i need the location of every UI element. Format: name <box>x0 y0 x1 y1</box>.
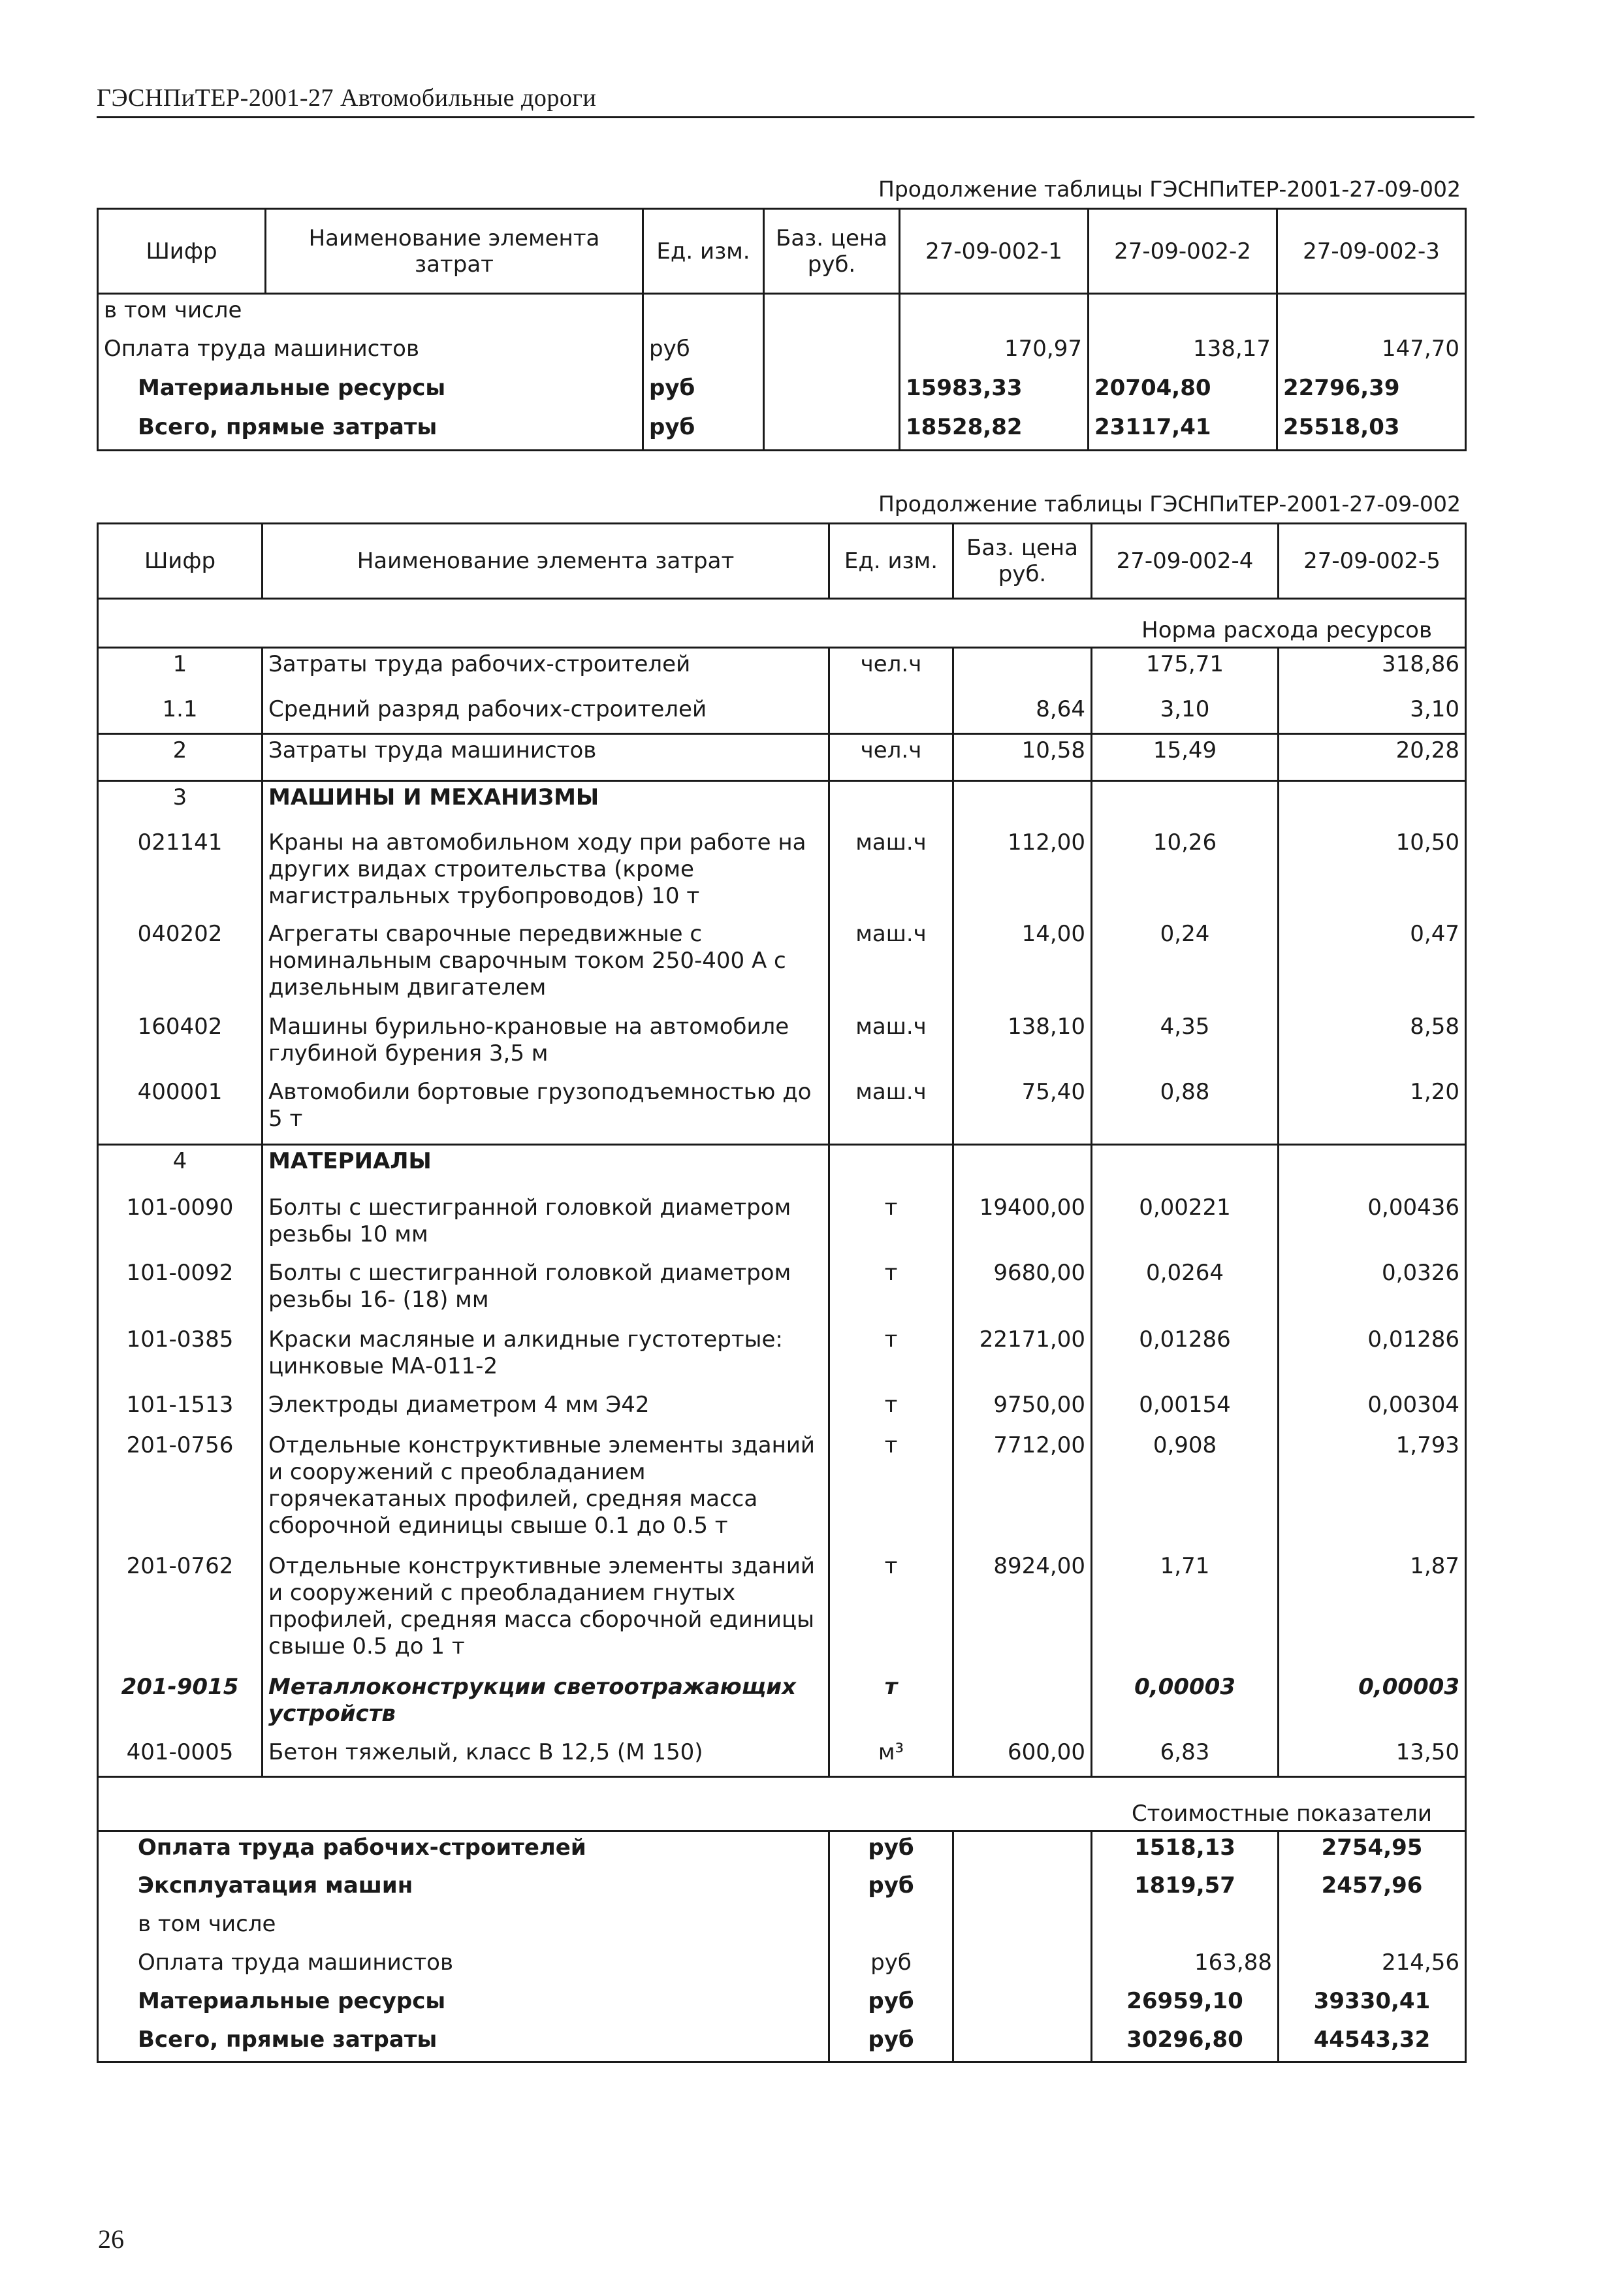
row-value-4: 1,71 <box>1092 1550 1279 1671</box>
total-unit: руб <box>829 1985 953 2024</box>
row-value-4: 10,26 <box>1092 827 1279 918</box>
row-name: Болты с шестигранной головкой диаметром резьбы 16- (18) мм <box>263 1257 829 1324</box>
total-name: Материальные ресурсы <box>98 1985 829 2024</box>
row-unit: маш.ч <box>829 918 953 1011</box>
col-header-base-price: Баз. цена руб. <box>764 209 900 294</box>
row-code: 4 <box>98 1145 263 1192</box>
row-unit: руб <box>643 333 764 372</box>
table2-header-row <box>98 524 1466 599</box>
table-row <box>98 1076 1466 1145</box>
table2-continuation-caption: Продолжение таблицы ГЭСНПиТЕР-2001-27-09-002 <box>878 491 1461 517</box>
total-value-5: 2457,96 <box>1279 1870 1466 1908</box>
row-unit: руб <box>643 411 764 451</box>
table-row <box>98 333 1466 372</box>
row-value-1: 18528,82 <box>900 411 1089 451</box>
total-row <box>98 1985 1466 2024</box>
total-row <box>98 2024 1466 2062</box>
table-row <box>98 918 1466 1011</box>
row-value-5: 13,50 <box>1279 1737 1466 1777</box>
row-value-5: 1,20 <box>1279 1076 1466 1145</box>
running-header: ГЭСНПиТЕР-2001-27 Автомобильные дороги <box>97 84 597 112</box>
row-value-4: 0,00003 <box>1092 1671 1279 1737</box>
row-value-5: 0,00304 <box>1279 1389 1466 1430</box>
total-unit: руб <box>829 1947 953 1985</box>
total-row <box>98 1908 1466 1947</box>
row-code: 101-0090 <box>98 1192 263 1257</box>
table-row <box>98 648 1466 694</box>
row-price: 8,64 <box>953 694 1092 734</box>
row-unit: т <box>829 1550 953 1671</box>
row-price: 7712,00 <box>953 1430 1092 1550</box>
row-unit: руб <box>643 372 764 411</box>
row-value-4: 0,0264 <box>1092 1257 1279 1324</box>
row-price: 9750,00 <box>953 1389 1092 1430</box>
row-unit: т <box>829 1324 953 1389</box>
table-row <box>98 694 1466 734</box>
row-code: 201-0762 <box>98 1550 263 1671</box>
row-value-4: 175,71 <box>1092 648 1279 694</box>
row-code: 160402 <box>98 1011 263 1076</box>
row-value-5: 3,10 <box>1279 694 1466 734</box>
table-row <box>98 1324 1466 1389</box>
col-header-27-09-002-5: 27-09-002-5 <box>1279 524 1466 599</box>
section-row-machines <box>98 781 1466 827</box>
row-value-3: 147,70 <box>1277 333 1466 372</box>
total-value-5: 39330,41 <box>1279 1985 1466 2024</box>
total-value-5: 44543,32 <box>1279 2024 1466 2062</box>
row-code: 101-0385 <box>98 1324 263 1389</box>
col-header-27-09-002-3: 27-09-002-3 <box>1277 209 1466 294</box>
row-name: Отдельные конструктивные элементы зданий и сооружений с преобладанием гнутых профилей, средняя масса сборочной единицы свыше 0.5 до 1 т <box>263 1550 829 1671</box>
row-value-3: 22796,39 <box>1277 372 1466 411</box>
row-value-5: 1,793 <box>1279 1430 1466 1550</box>
table-row <box>98 734 1466 781</box>
row-unit: маш.ч <box>829 1076 953 1145</box>
total-value-4: 26959,10 <box>1092 1985 1279 2024</box>
row-price: 14,00 <box>953 918 1092 1011</box>
row-value-5: 10,50 <box>1279 827 1466 918</box>
table-row <box>98 1389 1466 1430</box>
total-unit: руб <box>829 1870 953 1908</box>
total-value-5: 214,56 <box>1279 1947 1466 1985</box>
row-value-2: 20704,80 <box>1089 372 1277 411</box>
row-price: 8924,00 <box>953 1550 1092 1671</box>
row-unit: т <box>829 1389 953 1430</box>
row-name: в том числе <box>98 294 643 333</box>
table-row <box>98 1430 1466 1550</box>
row-name: Автомобили бортовые грузоподъемностью до 5 т <box>263 1076 829 1145</box>
row-price: 22171,00 <box>953 1324 1092 1389</box>
row-price: 19400,00 <box>953 1192 1092 1257</box>
table-row <box>98 1257 1466 1324</box>
table-row <box>98 1192 1466 1257</box>
total-row <box>98 1947 1466 1985</box>
row-unit: маш.ч <box>829 1011 953 1076</box>
col-header-unit: Ед. изм. <box>829 524 953 599</box>
table1-header-row <box>98 209 1466 294</box>
row-value-2: 23117,41 <box>1089 411 1277 451</box>
col-header-27-09-002-1: 27-09-002-1 <box>900 209 1089 294</box>
row-value-4: 3,10 <box>1092 694 1279 734</box>
row-code: 401-0005 <box>98 1737 263 1777</box>
row-price: 75,40 <box>953 1076 1092 1145</box>
col-header-27-09-002-2: 27-09-002-2 <box>1089 209 1277 294</box>
row-name: Металлоконструкции светоотражающих устройств <box>263 1671 829 1737</box>
col-header-base-price: Баз. цена руб. <box>953 524 1092 599</box>
total-value-4: 1819,57 <box>1092 1870 1279 1908</box>
row-code: 1 <box>98 648 263 694</box>
row-value-5: 1,87 <box>1279 1550 1466 1671</box>
row-unit: м³ <box>829 1737 953 1777</box>
row-value-4: 15,49 <box>1092 734 1279 781</box>
row-unit: маш.ч <box>829 827 953 918</box>
row-name: Затраты труда рабочих-строителей <box>263 648 829 694</box>
row-price: 9680,00 <box>953 1257 1092 1324</box>
row-name: МАШИНЫ И МЕХАНИЗМЫ <box>263 781 829 827</box>
row-value-5: 0,47 <box>1279 918 1466 1011</box>
row-value-4: 0,00154 <box>1092 1389 1279 1430</box>
row-value-4: 4,35 <box>1092 1011 1279 1076</box>
page-number: 26 <box>98 2224 124 2254</box>
row-value-4: 0,00221 <box>1092 1192 1279 1257</box>
row-unit: т <box>829 1257 953 1324</box>
row-value-1: 15983,33 <box>900 372 1089 411</box>
col-header-name: Наименование элемента затрат <box>263 524 829 599</box>
row-code: 201-0756 <box>98 1430 263 1550</box>
row-name: Всего, прямые затраты <box>98 411 643 451</box>
row-code: 101-1513 <box>98 1389 263 1430</box>
row-price: 112,00 <box>953 827 1092 918</box>
col-header-code: Шифр <box>98 524 263 599</box>
row-unit <box>829 694 953 734</box>
row-value-4: 0,24 <box>1092 918 1279 1011</box>
row-value-5: 8,58 <box>1279 1011 1466 1076</box>
total-row <box>98 1870 1466 1908</box>
row-value-4: 6,83 <box>1092 1737 1279 1777</box>
row-name: Электроды диаметром 4 мм Э42 <box>263 1389 829 1430</box>
row-code: 021141 <box>98 827 263 918</box>
col-header-27-09-002-4: 27-09-002-4 <box>1092 524 1279 599</box>
total-unit: руб <box>829 2024 953 2062</box>
row-value-3: 25518,03 <box>1277 411 1466 451</box>
total-name: Всего, прямые затраты <box>98 2024 829 2062</box>
norm-heading: Норма расхода ресурсов <box>98 599 1466 648</box>
row-unit: т <box>829 1430 953 1550</box>
row-name: МАТЕРИАЛЫ <box>263 1145 829 1192</box>
row-name: Болты с шестигранной головкой диаметром резьбы 10 мм <box>263 1192 829 1257</box>
table-row <box>98 827 1466 918</box>
table-row <box>98 1737 1466 1777</box>
row-price <box>953 648 1092 694</box>
row-name: Краны на автомобильном ходу при работе на других видах строительства (кроме магистральных трубопроводов) 10 т <box>263 827 829 918</box>
cost-heading-row <box>98 1777 1466 1831</box>
row-price: 138,10 <box>953 1011 1092 1076</box>
row-name: Оплата труда машинистов <box>98 333 643 372</box>
row-name: Агрегаты сварочные передвижные с номинальным сварочным током 250-400 А с дизельным двигателем <box>263 918 829 1011</box>
total-unit: руб <box>829 1831 953 1870</box>
row-value-4: 0,01286 <box>1092 1324 1279 1389</box>
table-row <box>98 372 1466 411</box>
table-row <box>98 1671 1466 1737</box>
row-unit: т <box>829 1671 953 1737</box>
row-name: Средний разряд рабочих-строителей <box>263 694 829 734</box>
row-code: 3 <box>98 781 263 827</box>
total-value-4: 1518,13 <box>1092 1831 1279 1870</box>
total-value-4: 30296,80 <box>1092 2024 1279 2062</box>
row-value-5: 0,00003 <box>1279 1671 1466 1737</box>
row-price <box>953 1671 1092 1737</box>
total-name: Оплата труда машинистов <box>98 1947 829 1985</box>
table-row <box>98 294 1466 333</box>
row-value-5: 20,28 <box>1279 734 1466 781</box>
section-row-materials <box>98 1145 1466 1192</box>
row-price: 10,58 <box>953 734 1092 781</box>
row-name: Бетон тяжелый, класс В 12,5 (М 150) <box>263 1737 829 1777</box>
row-value-4: 0,88 <box>1092 1076 1279 1145</box>
row-name: Отдельные конструктивные элементы зданий и сооружений с преобладанием горячекатаных профилей, средняя масса сборочной единицы свыше 0.1 до 0.5 т <box>263 1430 829 1550</box>
total-value-5: 2754,95 <box>1279 1831 1466 1870</box>
table1-continuation-caption: Продолжение таблицы ГЭСНПиТЕР-2001-27-09-002 <box>878 176 1461 202</box>
row-value-1: 170,97 <box>900 333 1089 372</box>
table-row <box>98 1550 1466 1671</box>
row-code: 201-9015 <box>98 1671 263 1737</box>
row-name: Затраты труда машинистов <box>263 734 829 781</box>
col-header-unit: Ед. изм. <box>643 209 764 294</box>
col-header-name: Наименование элемента затрат <box>266 209 643 294</box>
table-row <box>98 1011 1466 1076</box>
row-name: Краски масляные и алкидные густотертые: цинковые МА-011-2 <box>263 1324 829 1389</box>
total-value-4: 163,88 <box>1092 1947 1279 1985</box>
row-code: 040202 <box>98 918 263 1011</box>
row-price: 600,00 <box>953 1737 1092 1777</box>
total-name: Эксплуатация машин <box>98 1870 829 1908</box>
row-value-2: 138,17 <box>1089 333 1277 372</box>
row-code: 400001 <box>98 1076 263 1145</box>
row-name: Материальные ресурсы <box>98 372 643 411</box>
row-unit: т <box>829 1192 953 1257</box>
cost-table-1 <box>97 208 1467 451</box>
cost-heading: Стоимостные показатели <box>98 1777 1466 1831</box>
row-unit: чел.ч <box>829 648 953 694</box>
row-value-5: 318,86 <box>1279 648 1466 694</box>
cost-table-2 <box>97 522 1467 2063</box>
row-code: 2 <box>98 734 263 781</box>
row-unit: чел.ч <box>829 734 953 781</box>
norm-heading-row <box>98 599 1466 648</box>
row-code: 1.1 <box>98 694 263 734</box>
total-name: Оплата труда рабочих-строителей <box>98 1831 829 1870</box>
col-header-code: Шифр <box>98 209 266 294</box>
total-row <box>98 1831 1466 1870</box>
row-name: Машины бурильно-крановые на автомобиле глубиной бурения 3,5 м <box>263 1011 829 1076</box>
row-code: 101-0092 <box>98 1257 263 1324</box>
row-value-5: 0,01286 <box>1279 1324 1466 1389</box>
header-rule <box>97 116 1474 118</box>
table-row <box>98 411 1466 451</box>
row-value-5: 0,0326 <box>1279 1257 1466 1324</box>
row-value-5: 0,00436 <box>1279 1192 1466 1257</box>
total-name: в том числе <box>98 1908 829 1947</box>
row-value-4: 0,908 <box>1092 1430 1279 1550</box>
